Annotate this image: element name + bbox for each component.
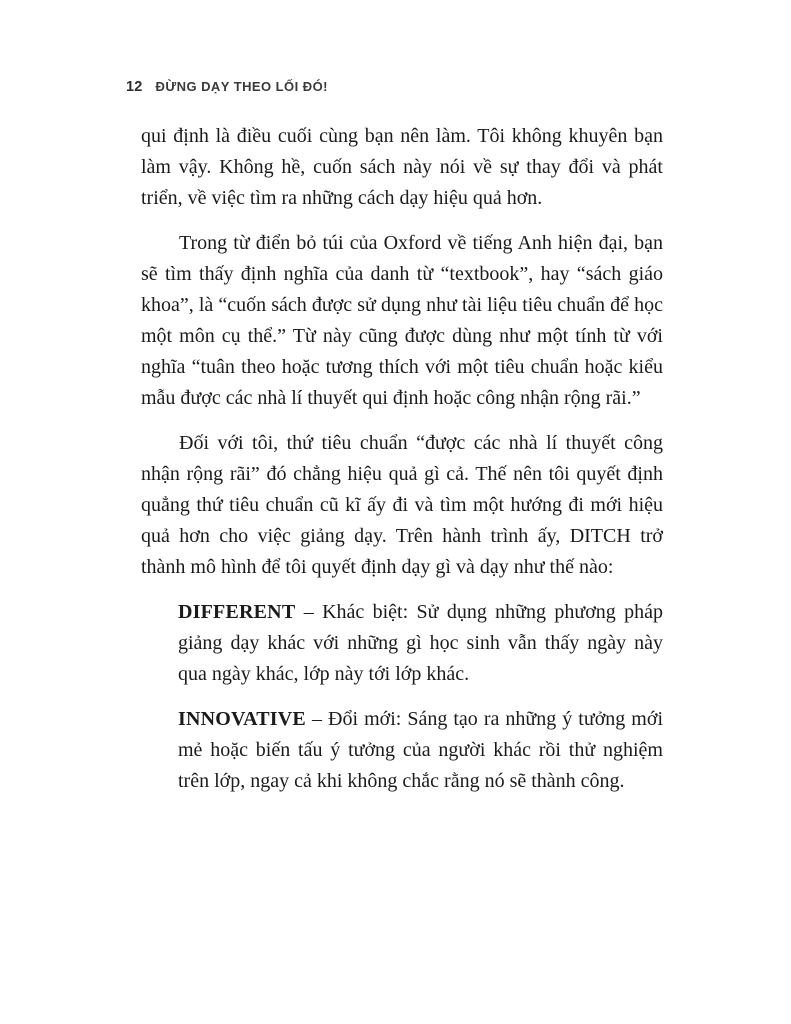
paragraph-ditch-intro: Đối với tôi, thứ tiêu chuẩn “được các nhà lí thuyết công nhận rộng rãi” đó chẳng hiệu quả gì cả. Thế nên tôi quyết định quẳng thứ tiêu chuẩn cũ kĩ ấy đi và tìm một hướng đi mới hiệu quả hơn cho việc giảng dạy. Trên hành trình ấy, DITCH trở thành mô hình để tôi quyết định dạy gì và dạy như thế nào: [141, 432, 663, 578]
paragraph-innovative [178, 704, 663, 797]
page-body [141, 121, 663, 797]
paragraph-continuation: qui định là điều cuối cùng bạn nên làm. Tôi không khuyên bạn làm vậy. Không hề, cuốn sách này nói về sự thay đổi và phát triển, về việc tìm ra những cách dạy hiệu quả hơn. [141, 125, 663, 209]
lead-word-innovative: INNOVATIVE [178, 708, 306, 730]
paragraph-textbook-definition: Trong từ điển bỏ túi của Oxford về tiếng Anh hiện đại, bạn sẽ tìm thấy định nghĩa của danh từ “textbook”, hay “sách giáo khoa”, là “cuốn sách được sử dụng như tài liệu tiêu chuẩn để học một môn cụ thể.” Từ này cũng được dùng như một tính từ với nghĩa “tuân theo hoặc tương thích với một tiêu chuẩn hoặc kiểu mẫu được các nhà lí thuyết qui định hoặc công nhận rộng rãi.” [141, 232, 663, 409]
lead-word-different: DIFFERENT [178, 601, 296, 623]
paragraph-different-text: – Khác biệt: Sử dụng những phương pháp giảng dạy khác với những gì học sinh vẫn thấy ngày này qua ngày khác, lớp này tới lớp khác. [178, 601, 663, 685]
paragraph-different [178, 597, 663, 690]
running-head [126, 79, 328, 95]
running-head-title: ĐỪNG DẠY THEO LỐI ĐÓ! [155, 79, 328, 94]
page-number: 12 [126, 79, 143, 95]
paragraph-innovative-text: – Đổi mới: Sáng tạo ra những ý tưởng mới mẻ hoặc biến tấu ý tưởng của người khác rồi thử nghiệm trên lớp, ngay cả khi không chắc rằng nó sẽ thành công. [178, 708, 663, 792]
